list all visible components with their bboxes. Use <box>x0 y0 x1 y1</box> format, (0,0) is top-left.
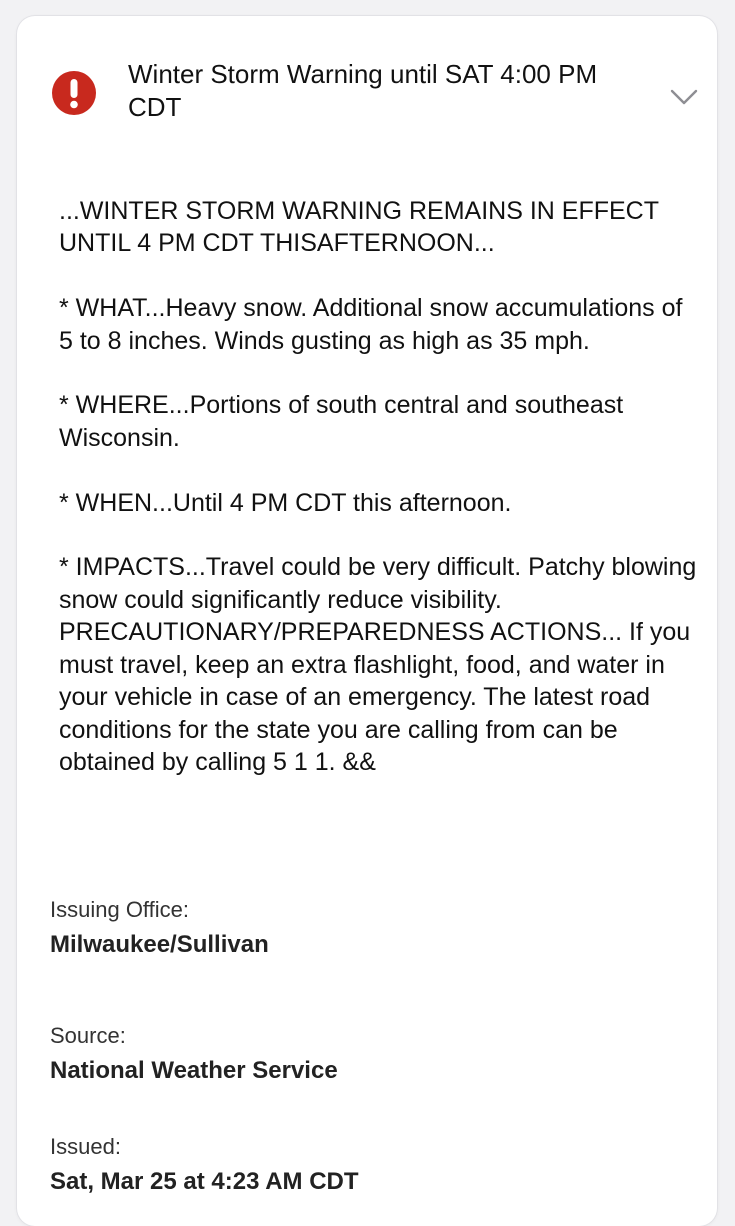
source <box>50 1022 690 1086</box>
alert-description: ...WINTER STORM WARNING REMAINS IN EFFECT UNTIL 4 PM CDT THISAFTERNOON... * WHAT...Heavy snow. Additional snow accumulations of 5 to 8 inches. Winds gusting as high as 35 mph. * WHERE...Portions of south central and southeast Wisconsin. * WHEN...Until 4 PM CDT this afternoon. * IMPACTS...Travel could be very difficult. Patchy blowing snow could significantly reduce visibility. PRECAUTIONARY/PREPAREDNESS ACTIONS... If you must travel, keep an extra flashlight, food, and water in your vehicle in case of an emergency. The latest road conditions for the state you are calling from can be obtained by calling 5 1 1. && <box>59 197 697 776</box>
alert-header[interactable] <box>17 16 717 146</box>
source-value: National Weather Service <box>50 1057 338 1084</box>
exclamation-circle-icon <box>52 71 96 115</box>
issuing-office-value: Milwaukee/Sullivan <box>50 931 269 958</box>
issued-value: Sat, Mar 25 at 4:23 AM CDT <box>50 1168 359 1195</box>
chevron-down-icon[interactable] <box>669 88 699 106</box>
issued-label: Issued: <box>50 1134 121 1159</box>
issuing-office-label: Issuing Office: <box>50 897 189 922</box>
issued <box>50 1133 690 1197</box>
issuing-office <box>50 896 690 960</box>
alert-title: Winter Storm Warning until SAT 4:00 PM CDT <box>128 59 598 122</box>
source-label: Source: <box>50 1023 126 1048</box>
alert-card <box>17 16 717 1226</box>
